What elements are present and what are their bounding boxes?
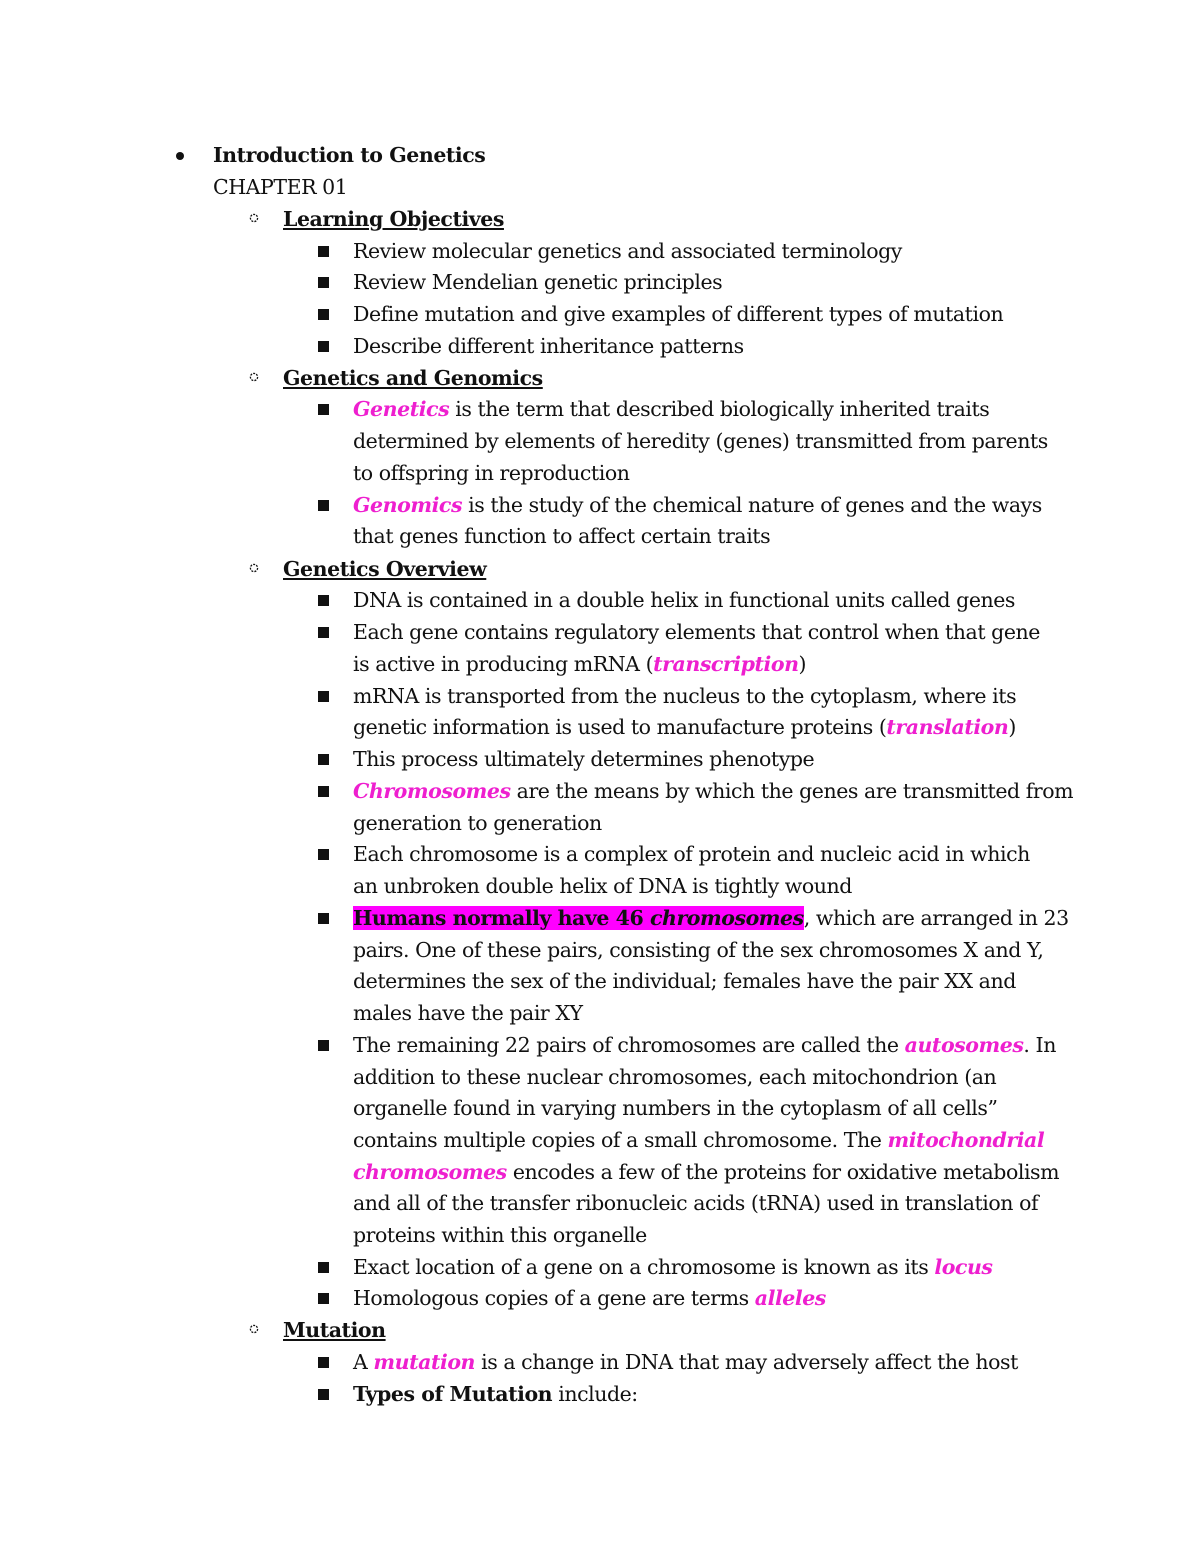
highlighted-text [353, 906, 804, 930]
list-item-continuation: pairs. One of these pairs, consisting of the sex chromosomes X and Y, [353, 938, 1044, 962]
list-item-continuation: addition to these nuclear chromosomes, each mitochondrion (an [353, 1065, 997, 1089]
list-item [353, 1029, 1056, 1061]
square-bullet-icon [318, 786, 329, 797]
square-bullet-icon [318, 246, 329, 257]
list-item-continuation: to offspring in reproduction [353, 461, 630, 485]
square-bullet-icon [318, 404, 329, 415]
square-bullet-icon [318, 691, 329, 702]
text-span: ) [798, 652, 807, 676]
section-heading-objectives: Learning Objectives [283, 207, 504, 231]
term-translation: translation [886, 715, 1009, 739]
list-item [353, 1346, 1018, 1378]
term-alleles: alleles [754, 1286, 826, 1310]
hollow-circle-bullet-icon [249, 213, 259, 223]
text-span: is the study of the chemical nature of genes and the ways [462, 493, 1042, 517]
list-item [353, 393, 989, 425]
list-item [353, 775, 1073, 807]
text-span: are the means by which the genes are transmitted from [510, 779, 1074, 803]
text-span: is the term that described biologically inherited traits [449, 397, 990, 421]
list-item: Describe different inheritance patterns [353, 334, 744, 358]
text-span: Types of Mutation [353, 1382, 553, 1406]
square-bullet-icon [318, 1293, 329, 1304]
hollow-circle-bullet-icon [249, 563, 259, 573]
text-span: Homologous copies of a gene are terms [353, 1286, 755, 1310]
list-item-continuation: an unbroken double helix of DNA is tightly wound [353, 874, 852, 898]
section-heading-mutation: Mutation [283, 1318, 386, 1342]
text-span: Humans normally have 46 [353, 906, 650, 930]
text-span: include: [552, 1382, 638, 1406]
section-heading-genomics: Genetics and Genomics [283, 366, 543, 390]
list-item: Each chromosome is a complex of protein and nucleic acid in which [353, 842, 1030, 866]
text-span: ) [1008, 715, 1016, 739]
term-chromosomes: Chromosomes [353, 779, 511, 803]
text-span: . In [1023, 1033, 1056, 1057]
list-item-continuation: determines the sex of the individual; females have the pair XX and [353, 969, 1016, 993]
list-item-continuation: determined by elements of heredity (genes) transmitted from parents [353, 429, 1048, 453]
list-item: DNA is contained in a double helix in functional units called genes [353, 588, 1016, 612]
list-item: Define mutation and give examples of different types of mutation [353, 302, 1004, 326]
hollow-circle-bullet-icon [249, 372, 259, 382]
list-item: mRNA is transported from the nucleus to the cytoplasm, where its [353, 684, 1017, 708]
text-span: encodes a few of the proteins for oxidative metabolism [506, 1160, 1060, 1184]
square-bullet-icon [318, 277, 329, 288]
hollow-circle-bullet-icon [249, 1324, 259, 1334]
square-bullet-icon [318, 1040, 329, 1051]
term-mitochondrial: mitochondrial [887, 1128, 1045, 1152]
list-item-continuation [353, 1124, 1044, 1156]
list-item-continuation: that genes function to affect certain traits [353, 524, 771, 548]
document-title: Introduction to Genetics [213, 143, 486, 167]
list-item-continuation [353, 711, 1016, 743]
list-item-continuation [353, 648, 806, 680]
list-item-continuation: organelle found in varying numbers in the cytoplasm of all cells” [353, 1096, 998, 1120]
term-chromosomes-2: chromosomes [353, 1160, 507, 1184]
text-span: is active in producing mRNA ( [353, 652, 654, 676]
text-span: chromosomes [649, 906, 804, 930]
list-item-continuation: proteins within this organelle [353, 1223, 647, 1247]
square-bullet-icon [318, 309, 329, 320]
text-span: contains multiple copies of a small chromosome. The [353, 1128, 888, 1152]
square-bullet-icon [318, 913, 329, 924]
list-item-continuation [353, 1156, 1059, 1188]
square-bullet-icon [318, 341, 329, 352]
square-bullet-icon [318, 1389, 329, 1400]
list-item: This process ultimately determines phenotype [353, 747, 815, 771]
square-bullet-icon [318, 627, 329, 638]
list-item [353, 1282, 826, 1314]
square-bullet-icon [318, 595, 329, 606]
text-span: is a change in DNA that may adversely affect the host [475, 1350, 1018, 1374]
text-span: Exact location of a gene on a chromosome is known as its [353, 1255, 935, 1279]
section-heading-overview: Genetics Overview [283, 557, 487, 581]
list-item [353, 1378, 638, 1410]
list-item-continuation: generation to generation [353, 811, 602, 835]
term-autosomes: autosomes [904, 1033, 1024, 1057]
square-bullet-icon [318, 849, 329, 860]
square-bullet-icon [318, 1262, 329, 1273]
filled-circle-bullet-icon [176, 152, 184, 160]
list-item [353, 489, 1042, 521]
text-span: The remaining 22 pairs of chromosomes are called the [353, 1033, 905, 1057]
term-transcription: transcription [653, 652, 799, 676]
square-bullet-icon [318, 1357, 329, 1368]
text-span: , which are arranged in 23 [803, 906, 1069, 930]
text-span: A [353, 1350, 374, 1374]
list-item: Review Mendelian genetic principles [353, 270, 723, 294]
list-item-continuation: males have the pair XY [353, 1001, 583, 1025]
list-item: Each gene contains regulatory elements that control when that gene [353, 620, 1040, 644]
chapter-label: CHAPTER 01 [213, 175, 348, 199]
term-genetics: Genetics [353, 397, 450, 421]
square-bullet-icon [318, 754, 329, 765]
term-locus: locus [934, 1255, 993, 1279]
square-bullet-icon [318, 500, 329, 511]
term-genomics: Genomics [353, 493, 463, 517]
list-item [353, 1251, 993, 1283]
list-item: Review molecular genetics and associated terminology [353, 239, 902, 263]
list-item-continuation: and all of the transfer ribonucleic acids (tRNA) used in translation of [353, 1191, 1039, 1215]
list-item [353, 902, 1069, 934]
text-span: genetic information is used to manufacture proteins ( [353, 715, 887, 739]
term-mutation: mutation [373, 1350, 476, 1374]
